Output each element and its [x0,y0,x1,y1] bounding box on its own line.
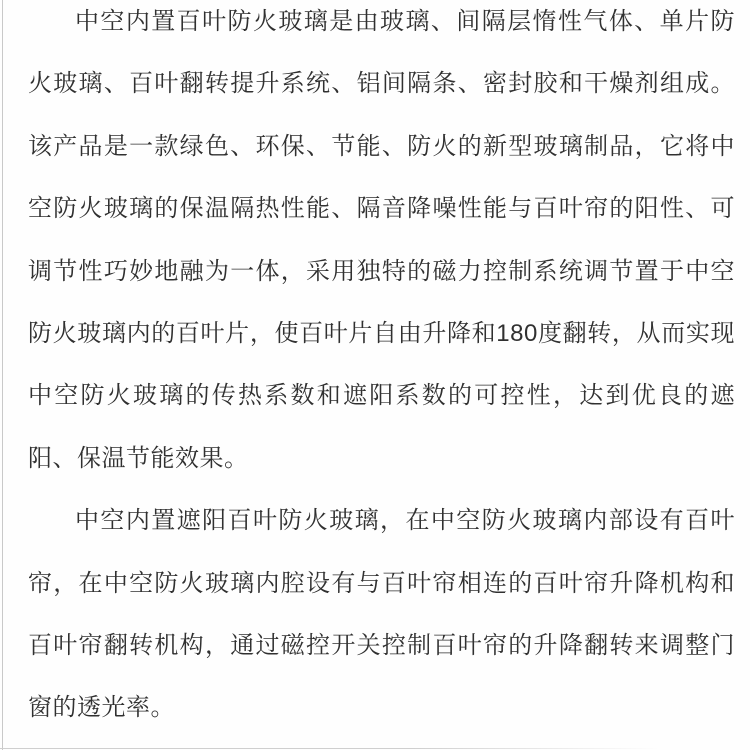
text-line: 中空防火玻璃的传热系数和遮阳系数的可控性，达到优良的遮 [28,382,735,410]
text-line: 火玻璃、百叶翻转提升系统、铝间隔条、密封胶和干燥剂组成。 [28,70,735,98]
text-line: 空防火玻璃的保温隔热性能、隔音降噪性能与百叶帘的阳性、可 [28,195,735,223]
text-line: 阳、保温节能效果。 [28,444,249,472]
text-line: 百叶帘翻转机构，通过磁控开关控制百叶帘的升降翻转来调整门 [28,631,735,659]
text-line: 该产品是一款绿色、环保、节能、防火的新型玻璃制品，它将中 [28,132,735,160]
paragraph-2 [28,490,735,740]
text-line: 防火玻璃内的百叶片，使百叶片自由升降和180度翻转，从而实现 [28,319,735,347]
paragraph-1 [28,0,735,490]
text-line: 调节性巧妙地融为一体，采用独特的磁力控制系统调节置于中空 [28,257,735,285]
text-line: 中空内置遮阳百叶防火玻璃，在中空防火玻璃内部设有百叶 [75,507,735,535]
text-line: 中空内置百叶防火玻璃是由玻璃、间隔层惰性气体、单片防 [75,8,735,35]
bottom-border-line [0,748,750,749]
text-line: 帘，在中空防火玻璃内腔设有与百叶帘相连的百叶帘升降机构和 [28,569,735,597]
text-line: 窗的透光率。 [28,694,175,722]
